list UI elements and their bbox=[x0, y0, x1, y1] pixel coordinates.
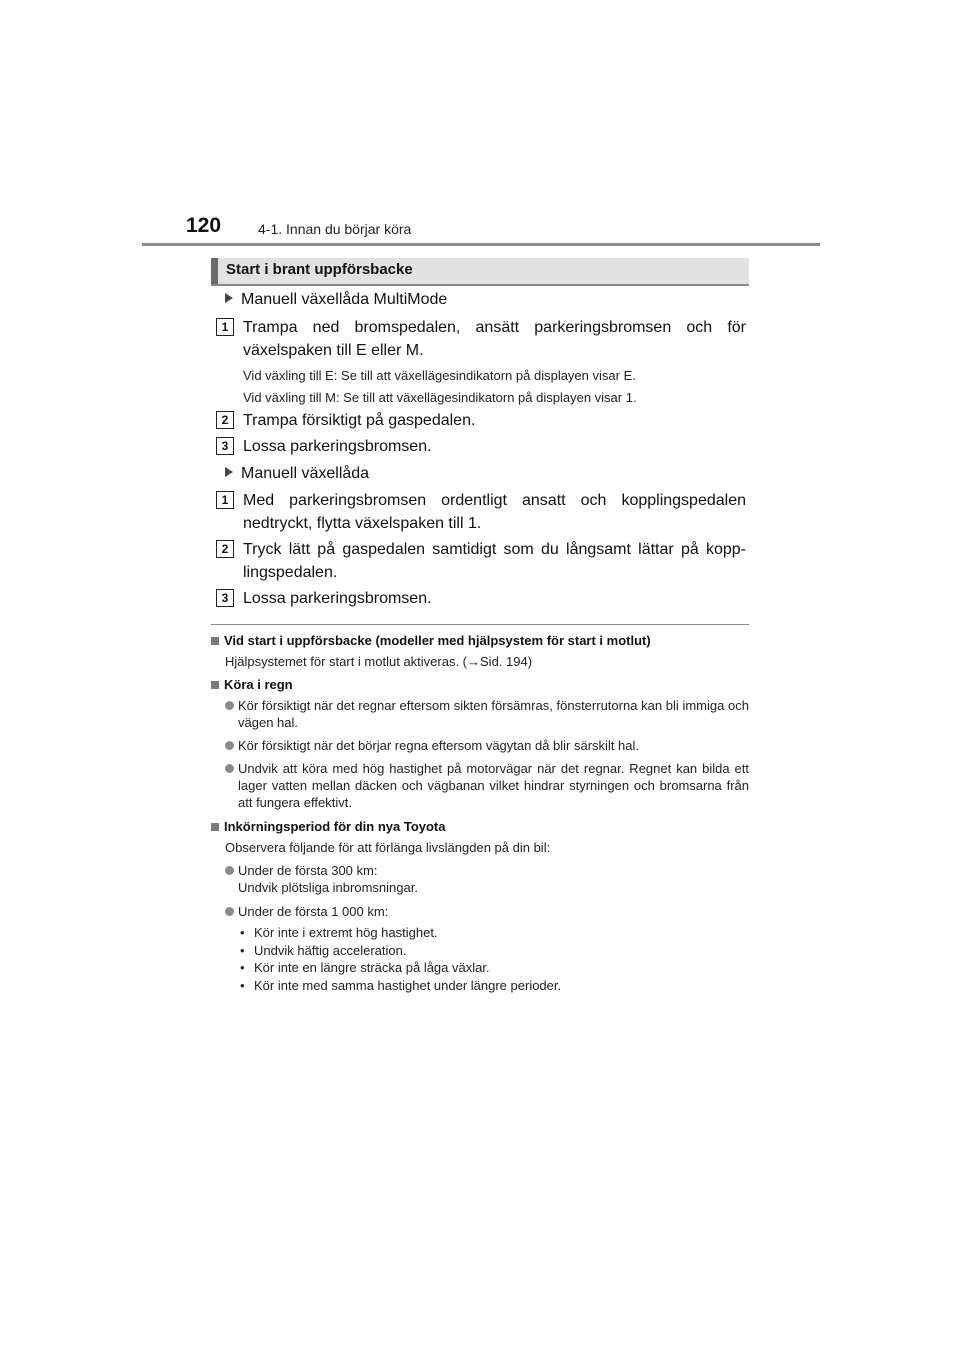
step-number-box: 3 bbox=[216, 437, 234, 455]
section-divider bbox=[211, 624, 749, 625]
multimode-step-1: Trampa ned bromspedalen, ansätt parkeringsbromsen och för växelspaken till E eller M. bbox=[243, 319, 746, 359]
list-item bbox=[240, 924, 740, 942]
manual-heading-text: Manuell växellåda bbox=[241, 465, 370, 482]
break-in-300-line2: Undvik plötsliga inbromsningar. bbox=[238, 880, 418, 895]
list-item bbox=[240, 942, 740, 960]
break-in-bullet bbox=[225, 862, 749, 896]
rain-heading bbox=[211, 677, 293, 692]
multimode-heading bbox=[225, 291, 447, 309]
square-bullet-icon bbox=[211, 823, 219, 831]
rain-bullet-text: Kör försiktigt när det börjar regna eftersom vägytan då blir särskilt hal. bbox=[238, 738, 640, 753]
list-marker: • bbox=[240, 960, 245, 975]
section-title: Start i brant uppförsbacke bbox=[226, 261, 413, 278]
list-item-text: Kör inte med samma hastighet under längre perioder. bbox=[254, 977, 562, 993]
section-accent bbox=[211, 258, 218, 284]
triangle-bullet-icon bbox=[225, 293, 233, 303]
multimode-note-e: Vid växling till E: Se till att växellägesindikatorn på displayen visar E. bbox=[243, 368, 636, 383]
circle-bullet-icon bbox=[225, 701, 234, 710]
list-item-text: Kör inte en längre sträcka på låga växlar. bbox=[254, 960, 490, 975]
circle-bullet-icon bbox=[225, 741, 234, 750]
rain-bullet bbox=[225, 760, 749, 811]
step-number-box: 1 bbox=[216, 318, 234, 336]
circle-bullet-icon bbox=[225, 764, 234, 773]
manual-step-3: Lossa parkeringsbromsen. bbox=[243, 590, 432, 607]
rain-bullet-text: Kör försiktigt när det regnar eftersom sikten försämras, fönsterrutorna kan bli immiga och vägen hal. bbox=[238, 698, 749, 730]
chapter-title: 4-1. Innan du börjar köra bbox=[258, 221, 412, 237]
step-number-box: 2 bbox=[216, 411, 234, 429]
header-divider bbox=[142, 243, 820, 246]
break-in-heading-text: Inkörningsperiod för din nya Toyota bbox=[224, 819, 446, 834]
multimode-step-2: Trampa försiktigt på gaspedalen. bbox=[243, 412, 476, 429]
triangle-bullet-icon bbox=[225, 467, 233, 477]
hill-start-text: Hjälpsystemet för start i motlut aktiveras. (→Sid. 194) bbox=[225, 654, 533, 669]
rain-heading-text: Köra i regn bbox=[224, 677, 293, 692]
rain-bullet bbox=[225, 697, 749, 731]
circle-bullet-icon bbox=[225, 907, 234, 916]
manual-step-2: Tryck lätt på gaspedalen samtidigt som du långsamt lättar på kopp-lingspedalen. bbox=[243, 541, 746, 581]
rain-bullet bbox=[225, 737, 749, 754]
step-number-box: 3 bbox=[216, 589, 234, 607]
break-in-300-line1: Under de första 300 km: bbox=[238, 863, 378, 878]
list-item-text: Undvik häftig acceleration. bbox=[254, 942, 407, 958]
break-in-bullet bbox=[225, 903, 749, 920]
list-marker: • bbox=[240, 925, 245, 940]
section-heading-bar bbox=[211, 258, 749, 286]
square-bullet-icon bbox=[211, 637, 219, 645]
multimode-heading-text: Manuell växellåda MultiMode bbox=[241, 291, 448, 308]
break-in-text: Observera följande för att förlänga livslängden på din bil: bbox=[225, 840, 551, 855]
list-marker: • bbox=[240, 977, 245, 993]
manual-heading bbox=[225, 465, 369, 483]
hill-start-heading bbox=[211, 633, 651, 648]
circle-bullet-icon bbox=[225, 866, 234, 875]
multimode-step-3: Lossa parkeringsbromsen. bbox=[243, 438, 432, 455]
manual-step-1: Med parkeringsbromsen ordentligt ansatt och kopplingspedalen nedtryckt, flytta växelspaken till 1. bbox=[243, 492, 746, 532]
step-number-box: 2 bbox=[216, 540, 234, 558]
list-item bbox=[240, 977, 740, 995]
break-in-list bbox=[240, 924, 740, 994]
break-in-1000-text: Under de första 1 000 km: bbox=[238, 904, 389, 919]
rain-bullet-text: Undvik att köra med hög hastighet på motorvägar när det regnar. Regnet kan bilda ett lager vatten mellan däcken och vägbanan vilket hindrar styrningen och bromsarna från att fungera effektivt. bbox=[238, 761, 749, 810]
square-bullet-icon bbox=[211, 681, 219, 689]
page-number: 120 bbox=[186, 214, 222, 237]
list-item bbox=[240, 959, 740, 977]
list-marker: • bbox=[240, 942, 245, 958]
multimode-note-m: Vid växling till M: Se till att växellägesindikatorn på displayen visar 1. bbox=[243, 390, 637, 405]
list-item-text: Kör inte i extremt hög hastighet. bbox=[254, 925, 438, 940]
hill-start-heading-text: Vid start i uppförsbacke (modeller med hjälpsystem för start i motlut) bbox=[224, 633, 651, 648]
break-in-heading bbox=[211, 819, 446, 834]
step-number-box: 1 bbox=[216, 491, 234, 509]
